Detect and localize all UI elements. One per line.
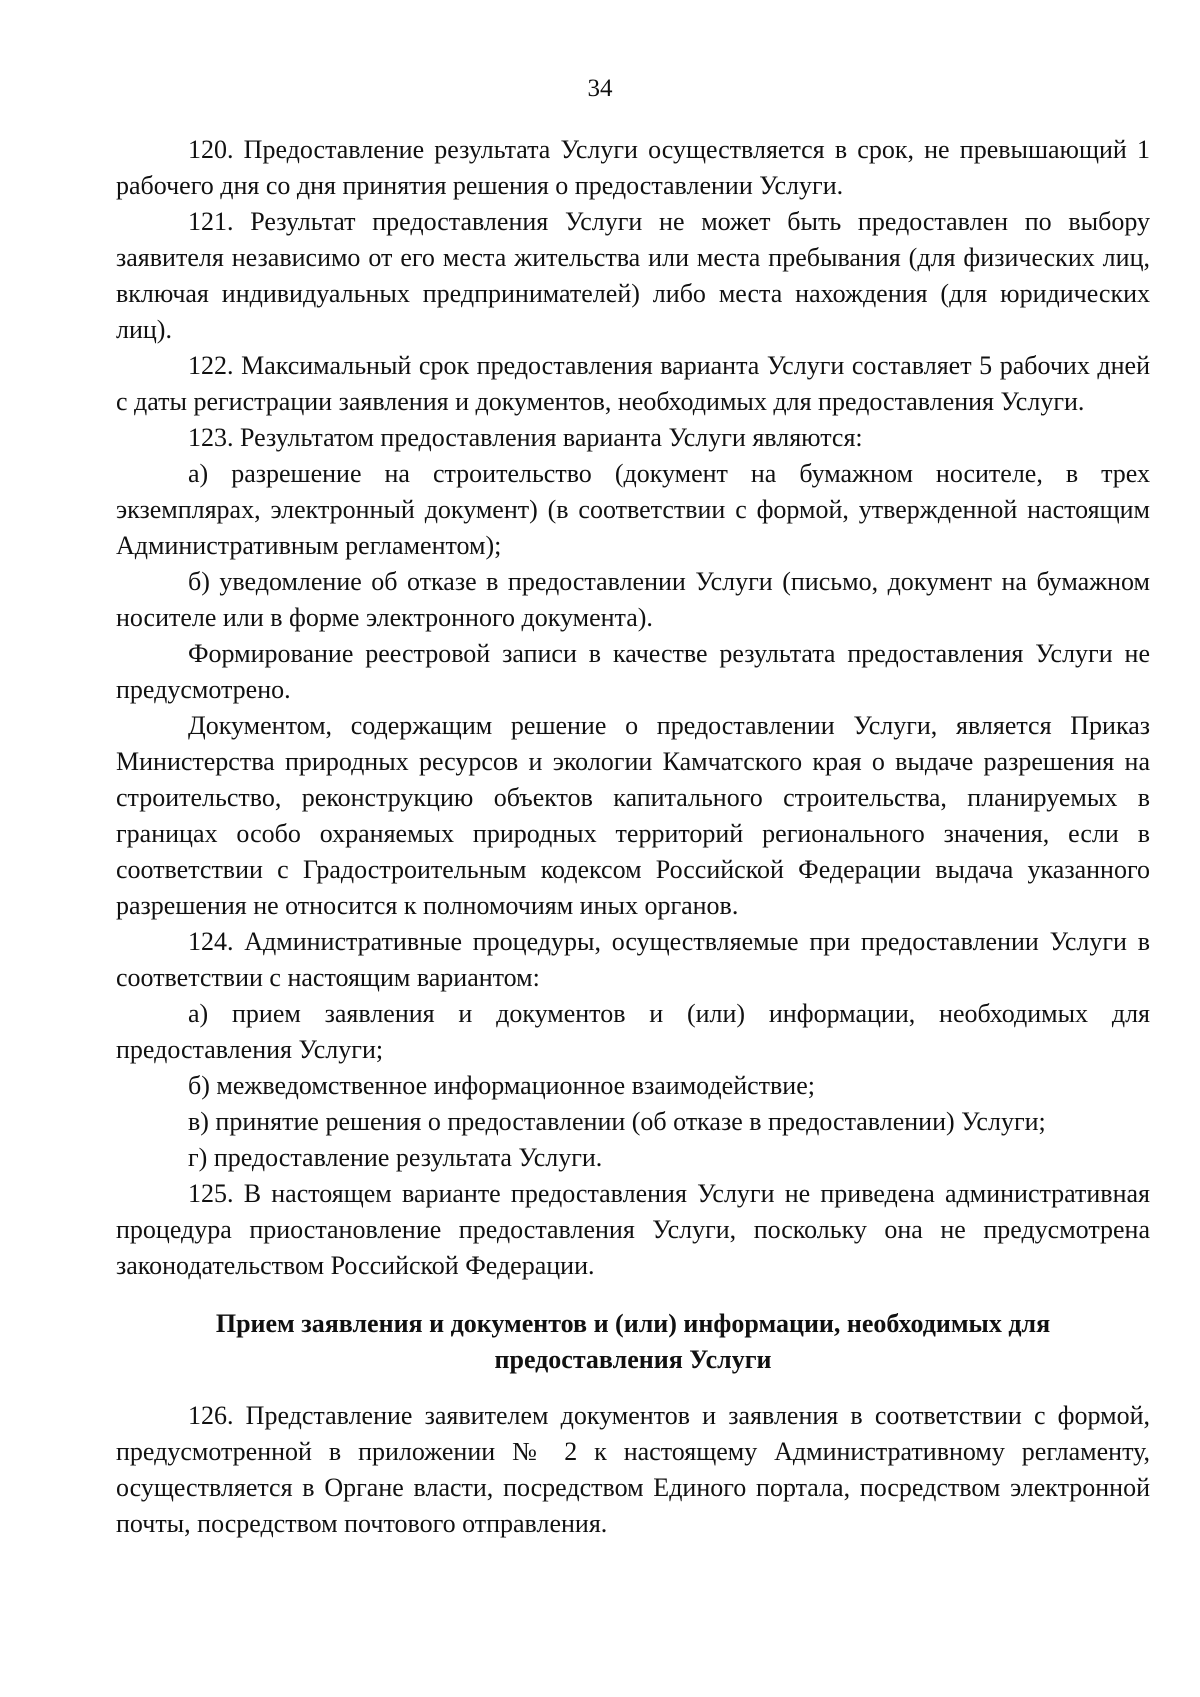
section-heading-line-1: Прием заявления и документов и (или) информации, необходимых для	[215, 1309, 1051, 1338]
page-number: 34	[587, 75, 613, 102]
section-heading	[116, 1306, 1150, 1378]
paragraph-123-b: б) уведомление об отказе в предоставлении Услуги (письмо, документ на бумажном носителе или в форме электронного документа).	[116, 567, 1150, 632]
paragraph-registry-record: Формирование реестровой записи в качестве результата предоставления Услуги не предусмотрено.	[116, 639, 1150, 704]
paragraph-122: 122. Максимальный срок предоставления варианта Услуги составляет 5 рабочих дней с даты регистрации заявления и документов, необходимых для предоставления Услуги.	[116, 351, 1150, 416]
paragraph-124-b: б) межведомственное информационное взаимодействие;	[188, 1071, 815, 1100]
paragraph-124-v: в) принятие решения о предоставлении (об отказе в предоставлении) Услуги;	[188, 1107, 1046, 1136]
paragraph-125: 125. В настоящем варианте предоставления Услуги не приведена административная процедура приостановление предоставления Услуги, поскольку она не предусмотрена законодательством Российской Федерации.	[116, 1179, 1150, 1280]
paragraph-124-a: а) прием заявления и документов и (или) информации, необходимых для предоставления Услуги;	[116, 999, 1150, 1064]
paragraph-123-a: а) разрешение на строительство (документ на бумажном носителе, в трех экземплярах, электронный документ) (в соответствии с формой, утвержденной настоящим Административным регламентом);	[116, 459, 1150, 560]
document-body	[116, 132, 1150, 1542]
section-heading-line-2: предоставления Услуги	[494, 1345, 772, 1374]
paragraph-121: 121. Результат предоставления Услуги не может быть предоставлен по выбору заявителя независимо от его места жительства или места пребывания (для физических лиц, включая индивидуальных предпринимателей) либо места нахождения (для юридических лиц).	[116, 207, 1150, 344]
paragraph-decision-document: Документом, содержащим решение о предоставлении Услуги, является Приказ Министерства природных ресурсов и экологии Камчатского края о выдаче разрешения на строительство, реконструкцию объектов капитального строительства, планируемых в границах особо охраняемых природных территорий регионального значения, если в соответствии с Градостроительным кодексом Российской Федерации выдача указанного разрешения не относится к полномочиям иных органов.	[116, 711, 1150, 920]
paragraph-123: 123. Результатом предоставления варианта Услуги являются:	[188, 423, 863, 452]
paragraph-120: 120. Предоставление результата Услуги осуществляется в срок, не превышающий 1 рабочего дня со дня принятия решения о предоставлении Услуги.	[116, 135, 1150, 200]
paragraph-124-g: г) предоставление результата Услуги.	[188, 1143, 603, 1172]
paragraph-124: 124. Административные процедуры, осуществляемые при предоставлении Услуги в соответствии с настоящим вариантом:	[116, 927, 1150, 992]
paragraph-126: 126. Представление заявителем документов и заявления в соответствии с формой, предусмотренной в приложении № 2 к настоящему Административному регламенту, осуществляется в Органе власти, посредством Единого портала, посредством электронной почты, посредством почтового отправления.	[116, 1401, 1150, 1538]
